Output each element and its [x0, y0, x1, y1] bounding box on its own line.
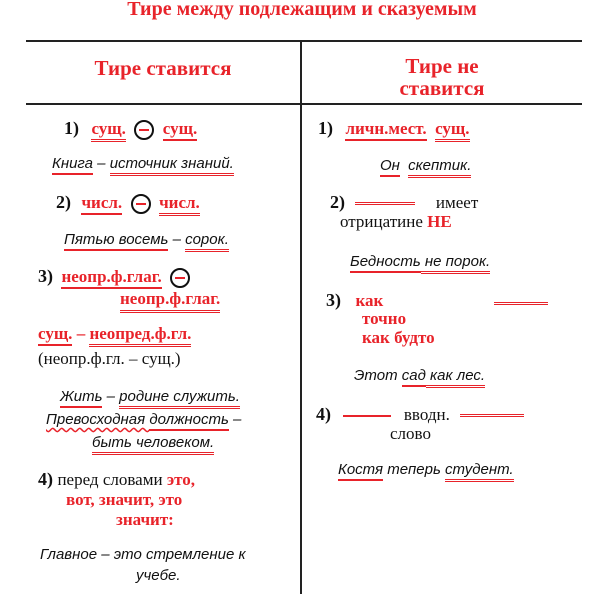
blank-predicate	[460, 414, 524, 417]
predicate: человеком.	[132, 434, 214, 455]
term-numeral: числ.	[159, 193, 200, 216]
left-rule-3b	[38, 324, 191, 344]
left-example-2	[64, 231, 229, 248]
subject: Он	[380, 157, 400, 177]
left-rule-3-note: (неопр.ф.гл. – сущ.)	[38, 349, 181, 368]
left-example-3b	[46, 411, 241, 428]
predicate: порок.	[446, 253, 491, 274]
term-infinitive: неопр.ф.глаг.	[61, 267, 161, 289]
subject: Жить	[60, 388, 102, 408]
rule-number: 4)	[38, 469, 53, 489]
predicate: студент.	[445, 461, 514, 482]
table-top-rule	[26, 40, 582, 42]
table-column-divider	[300, 40, 302, 594]
rule-number: 2)	[330, 192, 345, 212]
left-rule-1	[64, 118, 197, 140]
rule-number: 2)	[56, 192, 71, 212]
right-rule-2	[330, 192, 478, 213]
right-column-heading-line1: Тире не	[405, 54, 479, 78]
keyword-ne: НЕ	[427, 212, 452, 231]
rule-text: отрицатине	[340, 212, 428, 231]
subject: должность	[149, 411, 229, 431]
right-rule-1	[318, 118, 470, 139]
left-example-4b: учебе.	[136, 567, 181, 584]
keyword-kak-budto: как будто	[362, 328, 435, 347]
predicate: родине служить.	[119, 388, 240, 409]
rule-number: 3)	[326, 290, 341, 310]
term-noun: сущ.	[38, 324, 72, 346]
left-example-3	[60, 388, 240, 405]
term-noun: сущ.	[163, 119, 197, 141]
keyword: это,	[166, 470, 196, 489]
term-personal-pronoun: личн.мест.	[345, 119, 426, 141]
blank-subject	[355, 202, 415, 205]
dash: –	[102, 388, 120, 405]
subject: Костя	[338, 461, 383, 481]
right-example-1	[380, 157, 471, 174]
dash: –	[168, 231, 186, 248]
table-header-rule	[26, 103, 582, 105]
dash: –	[228, 411, 242, 428]
rule-text: перед словами	[57, 470, 167, 489]
subject: сад	[402, 367, 426, 387]
right-example-4	[338, 461, 514, 478]
left-example-1	[52, 155, 234, 172]
rule-text: имеет	[435, 193, 479, 212]
blank-subject	[343, 415, 391, 417]
keyword-kak: как	[355, 291, 384, 310]
dash-circle-icon	[134, 120, 154, 140]
attribute: Превосходная	[46, 411, 150, 428]
term-numeral: числ.	[81, 193, 122, 215]
rule-number: 1)	[318, 118, 333, 138]
left-column-heading: Тире ставится	[94, 56, 232, 80]
predicate: как	[426, 367, 457, 388]
left-example-3c	[92, 434, 214, 451]
right-rule-3	[326, 290, 383, 311]
keywords-line: вот, значит, это	[66, 490, 183, 509]
predicate: быть	[92, 434, 132, 455]
parenthetical: теперь	[383, 461, 446, 478]
right-column-heading-line2: ставится	[399, 76, 485, 100]
attribute: Этот	[354, 367, 402, 384]
dash-circle-icon	[131, 194, 151, 214]
rule-number: 1)	[64, 118, 79, 138]
right-example-3	[354, 367, 485, 384]
dash: –	[72, 324, 90, 343]
term-noun: сущ.	[91, 119, 125, 142]
left-rule-4	[38, 469, 195, 490]
left-rule-3	[38, 266, 194, 288]
term-infinitive: неопр.ф.глаг.	[120, 289, 220, 313]
rule-text: вводн.	[403, 405, 450, 424]
right-rule-4-word: слово	[390, 424, 431, 443]
left-rule-2	[56, 192, 200, 214]
predicate: скептик.	[408, 157, 471, 178]
keyword-tochno: точно	[362, 309, 407, 328]
term-indef-verb: неопред.ф.гл.	[89, 324, 191, 347]
subject: Бедность	[350, 253, 421, 273]
right-example-2	[350, 253, 490, 270]
right-rule-4	[316, 404, 524, 425]
predicate: сорок.	[185, 231, 229, 252]
predicate: не	[421, 253, 446, 274]
left-example-4: Главное – это стремление к	[40, 546, 246, 563]
subject: Книга	[52, 155, 93, 175]
rule-number: 4)	[316, 404, 331, 424]
term-noun: сущ.	[435, 119, 469, 142]
dash-circle-icon	[170, 268, 190, 288]
predicate: источник знаний.	[110, 155, 234, 176]
rule-number: 3)	[38, 266, 53, 286]
dash: –	[93, 155, 110, 172]
right-rule-2b	[340, 212, 452, 232]
predicate: лес.	[457, 367, 485, 388]
blank-predicate	[494, 302, 548, 305]
page-title: Тире между подлежащим и сказуемым	[127, 0, 477, 20]
keyword-znachit: значит:	[116, 510, 174, 529]
subject: Пятью восемь	[64, 231, 168, 251]
